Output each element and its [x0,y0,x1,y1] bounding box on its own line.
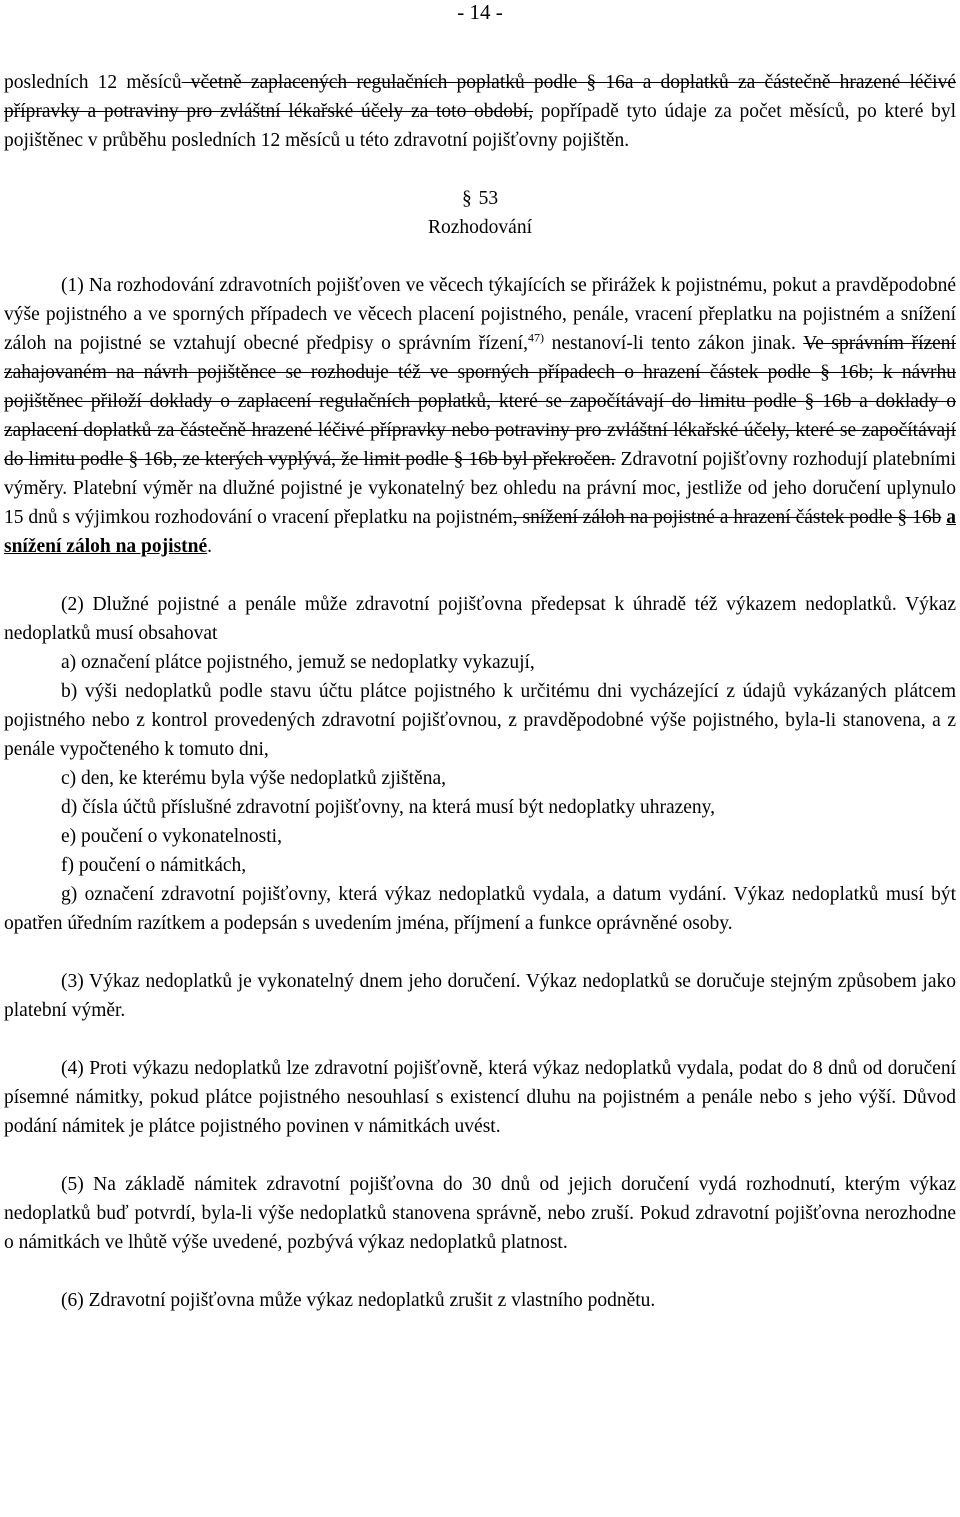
paragraph-1 [4,271,956,561]
p1-text-2: nestanoví-li tento zákon jinak. [543,333,804,354]
p1-inserted-text: a snížení záloh na pojistné [4,507,956,557]
paragraph-3: (3) Výkaz nedoplatků je vykonatelný dnem jeho doručení. Výkaz nedoplatků se doručuje stejným způsobem jako platební výměr. [4,971,956,1021]
page-number: - 14 - [457,0,503,24]
list-item-c: c) den, ke kterému byla výše nedoplatků zjištěna, [61,768,446,789]
spacer [4,1141,956,1170]
spacer [4,1025,956,1054]
intro-text-cont: popřípadě tyto údaje za počet měsíců, po které byl pojištěnec v průběhu posledních 12 měsíců u této zdravotní pojišťovny pojištěn. [4,101,956,151]
p1-end: . [207,536,213,557]
spacer [4,1257,956,1286]
paragraph-5: (5) Na základě námitek zdravotní pojišťovna do 30 dnů od jejich doručení vydá rozhodnutí, kterým výkaz nedoplatků buď potvrdí, byla-li výše nedoplatků stanovena správně, nebo zruší. Pokud zdravotní pojišťovna nerozhodne o námitkách ve lhůtě výše uvedené, pozbývá výkaz nedoplatků platnost. [4,1174,956,1253]
p1-text-3: Zdravotní pojišťovny rozhodují platebními výměry. Platební výměr na dlužné pojistné je vykonatelný bez ohledu na právní moc, jestliže od jeho doručení uplynulo 15 dnů s výjimkou rozhodování o vracení přeplatku na pojistném [4,449,956,528]
intro-text: posledních 12 měsíců [4,72,182,93]
document-body [4,68,956,1315]
p1-struck-text-2: , snížení záloh na pojistné a hrazení částek podle § 16b [512,507,942,528]
intro-struck-text: včetně zaplacených regulačních poplatků podle § 16a a doplatků za částečně hrazené léčivé přípravky a potraviny pro zvláštní lékařské účely za toto období, [4,72,956,122]
paragraph-2-intro: (2) Dlužné pojistné a penále může zdravotní pojišťovna předepsat k úhradě též výkazem nedoplatků. Výkaz nedoplatků musí obsahovat [4,594,956,644]
intro-paragraph [4,68,956,155]
spacer [4,155,956,184]
p1-struck-text: Ve správním řízení zahajovaném na návrh pojištěnce se rozhoduje též ve sporných případech o hrazení částek podle § 16b; k návrhu pojištěnec přiloží doklady o zaplacení regulačních poplatků, které se započítávají do limitu podle § 16b a doklady o zaplacení doplatků za částečně hrazené léčivé přípravky nebo potraviny pro zvláštní lékařské účely, které se započítávají do limitu podle § 16b, ze kterých vyplývá, že limit podle § 16b byl překročen. [4,333,956,470]
section-number: 53 [478,188,499,209]
spacer [4,938,956,967]
footnote-ref: 47) [527,330,544,345]
paragraph-4: (4) Proti výkazu nedoplatků lze zdravotní pojišťovně, která výkaz nedoplatků vydala, podat do 8 dnů od doručení písemné námitky, pokud plátce pojistného nesouhlasí s existencí dluhu na pojistném a penále nebo s jeho výší. Důvod podání námitek je plátce pojistného povinen v námitkách uvést. [4,1058,956,1137]
paragraph-6: (6) Zdravotní pojišťovna může výkaz nedoplatků zrušit z vlastního podnětu. [61,1290,656,1311]
section-heading [4,184,956,213]
list-item-b: b) výši nedoplatků podle stavu účtu plátce pojistného k určitému dni vycházející z údajů vykázaných plátcem pojistného nebo z kontrol provedených zdravotní pojišťovnou, z pravděpodobné výše pojistného, byla-li stanovena, a z penále vypočteného k tomuto dni, [4,681,956,760]
spacer [4,561,956,590]
list-item-e: e) poučení o vykonatelnosti, [61,826,282,847]
list-item-d: d) čísla účtů příslušné zdravotní pojišťovny, na která musí být nedoplatky uhrazeny, [61,797,716,818]
list-item-g: g) označení zdravotní pojišťovny, která výkaz nedoplatků vydala, a datum vydání. Výkaz nedoplatků musí být opatřen úředním razítkem a podepsán s uvedením jména, příjmení a funkce oprávněné osoby. [4,884,956,934]
list-item-f: f) poučení o námitkách, [61,855,247,876]
section-sign: § [461,188,472,209]
list-item-a: a) označení plátce pojistného, jemuž se nedoplatky vykazují, [61,652,535,673]
section-title: Rozhodování [428,217,532,238]
p1-text: (1) Na rozhodování zdravotních pojišťoven ve věcech týkajících se přirážek k pojistnému, pokut a pravděpodobné výše pojistného a ve sporných případech ve věcech placení pojistného, penále, vracení přeplatku na pojistném a snížení záloh na pojistné se vztahují obecné předpisy o správním řízení, [4,275,956,354]
spacer [4,242,956,271]
